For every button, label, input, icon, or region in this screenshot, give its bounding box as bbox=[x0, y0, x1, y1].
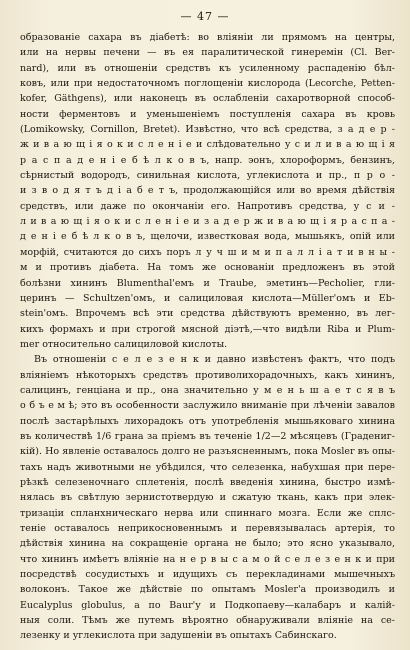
text-line: лезенку и углекислота при задушеніи въ опытахъ Сабинскаго. bbox=[20, 630, 337, 642]
text-line: stein'омъ. Впрочемъ всѣ эти средства дѣйствуютъ временно, въ лег- bbox=[20, 308, 395, 320]
text-line: и з в о д я т ъ д і а б е т ъ, продолжающійся или во время дѣйствія bbox=[20, 185, 395, 197]
text-line: теніе оставалось неприкосновеннымъ и перевязывалась артерія, то bbox=[20, 523, 395, 534]
text-line: салицинъ, генціана и пр., она значительно у м е н ь ш а е т с я в ъ bbox=[20, 384, 395, 396]
text-line: средствъ, или даже по окончаніи его. Напротивъ средства, у с и - bbox=[20, 200, 395, 212]
text-line: тахъ надъ животными не убѣдился, что селезенка, набухшая при пере- bbox=[20, 461, 395, 473]
text-line: mer относительно салициловой кислоты. bbox=[20, 338, 228, 350]
body-text bbox=[20, 30, 395, 644]
text-line: ныя соли. Тѣмъ же путемъ вѣроятно обнаруживали вліяніе на се- bbox=[20, 615, 395, 627]
text-line: церинъ — Schultzen'омъ, и салициловая кислота—Müller'омъ и Eb- bbox=[20, 292, 395, 304]
text-line: (Lomikowsky, Cornillon, Bretet). Извѣстно, что всѣ средства, з а д е р - bbox=[20, 124, 395, 136]
text-line: болѣзни хининъ Blumenthal'емъ и Traube, эметинъ—Pecholier, гли- bbox=[20, 277, 395, 289]
paragraph-1 bbox=[20, 30, 395, 352]
text-line: Eucalyplus globulus, а по Baur'у и Подкопаеву—калабаръ и калій- bbox=[20, 599, 395, 611]
text-line: о б ъ е м ѣ; это въ особенности заслужило вниманіе при лѣченіи завалов bbox=[20, 400, 395, 412]
text-line: сѣрнистый водородъ, синильная кислота, углекислота и пр., п р о - bbox=[20, 170, 395, 182]
text-line: nard), или въ отношеніи средствъ къ усиленному распаденію бѣл- bbox=[20, 62, 395, 74]
text-line: послѣ застарѣлыхъ лихорадокъ отъ употребленія мышьяковаго хинина bbox=[20, 415, 395, 427]
text-line: kofer, Gäthgens), или наконецъ въ ослабленіи сахаротворной способ- bbox=[20, 93, 395, 105]
text-line: волоконъ. Такое же дѣйствіе по опытамъ Mosler'а производилъ и bbox=[20, 584, 395, 596]
text-line: д е н і е б ѣ л к о в ъ, щелочи, известковая вода, мышьякъ, опій или bbox=[20, 231, 395, 243]
text-line: нялась въ свѣтлую зернистотвердую и сжатую ткань, какъ при элек- bbox=[20, 492, 395, 504]
text-line: тризаціи спланхническаго нерва или спиннаго мозга. Если же сплс- bbox=[20, 507, 395, 519]
text-line: кій). Но явленіе оставалось долго не разъясненнымъ, пока Mosler въ опы- bbox=[20, 446, 395, 458]
text-line: рѣзкѣ селезеночнаго сплетенія, послѣ введенія хинина, быстро измѣ- bbox=[20, 476, 395, 488]
text-line: въ количествѣ 1/6 грана за пріемъ въ теченіе 1/2—2 мѣсяцевъ (Градениг- bbox=[20, 430, 395, 442]
text-line: ковъ, или при недостаточномъ поглощеніи кислорода (Lecorche, Petten- bbox=[20, 78, 395, 90]
text-line: ж и в а ю щ і я о к и с л е н і е и слѣдовательно у с и л и в а ю щ і я bbox=[20, 139, 395, 151]
paragraph-2 bbox=[20, 352, 395, 644]
text-line: вліяніемъ нѣкоторыхъ средствъ противолихорадочныхъ, какъ хининъ, bbox=[20, 369, 395, 381]
text-line: р а с п а д е н і е б ѣ л к о в ъ, напр. эонъ, хлороформъ, бензинъ, bbox=[20, 154, 395, 166]
page-number: — 47 — bbox=[180, 10, 230, 23]
text-line: Въ отношеніи с е л е з е н к и давно извѣстенъ фактъ, что подъ bbox=[34, 354, 395, 366]
text-line: л и в а ю щ і я о к и с л е н і е и з а д е р ж и в а ю щ і я р а с п а - bbox=[20, 216, 395, 228]
text-line: образованіе сахара въ діабетѣ: во вліяніи ли прямомъ на центры, bbox=[20, 32, 395, 43]
text-line: дѣйствія хинина на сокращеніе органа не было; это ясно указывало, bbox=[20, 538, 395, 550]
text-line: ности ферментовъ и уменьшеніемъ поступленія сахара въ кровь bbox=[20, 108, 395, 120]
text-line: что хининъ имѣетъ вліяніе на н е р в ы с а м о й с е л е з е н к и при bbox=[20, 553, 395, 565]
text-line: м и противъ діабета. На томъ же основаніи предложенъ въ этой bbox=[20, 262, 395, 274]
text-line: морфій, считаются до сихъ поръ л у ч ш и м и п а л л і а т и в н ы - bbox=[20, 246, 395, 258]
text-line: или на нервы печени — въ ея паралитической гинеремін (Cl. Ber- bbox=[20, 47, 395, 59]
text-line: посредствѣ сосудистыхъ и идущихъ съ перекладинами мышечныхъ bbox=[20, 569, 395, 581]
text-line: кихъ формахъ и при строгой мясной діэтѣ,—что видѣли Riba и Plum- bbox=[20, 323, 395, 335]
